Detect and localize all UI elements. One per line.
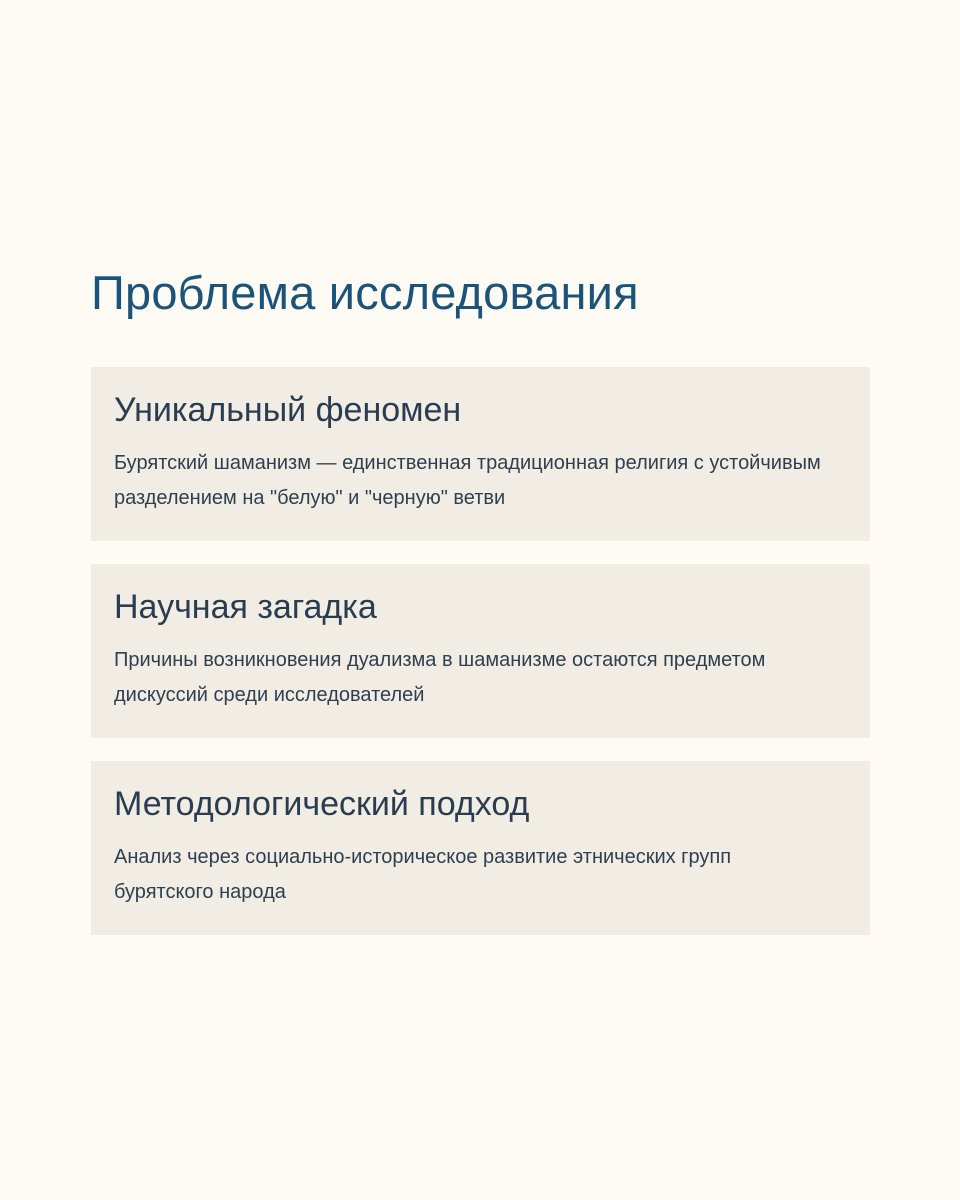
card-heading: Методологический подход [114, 785, 530, 823]
card-text: Причины возникновения дуализма в шаманизме остаются предметом дискуссий среди исследователей [114, 649, 766, 706]
card-text: Бурятский шаманизм — единственная традиционная религия с устойчивым разделением на "белую" и "черную" ветви [114, 452, 821, 509]
card-unique-phenomenon [91, 367, 870, 541]
page-title: Проблема исследования [91, 266, 639, 319]
card-text: Анализ через социально-историческое развитие этнических групп бурятского народа [114, 846, 732, 903]
card-methodological-approach [91, 761, 870, 935]
card-heading: Уникальный феномен [114, 391, 462, 429]
card-heading: Научная загадка [114, 588, 377, 626]
card-scientific-riddle [91, 564, 870, 738]
